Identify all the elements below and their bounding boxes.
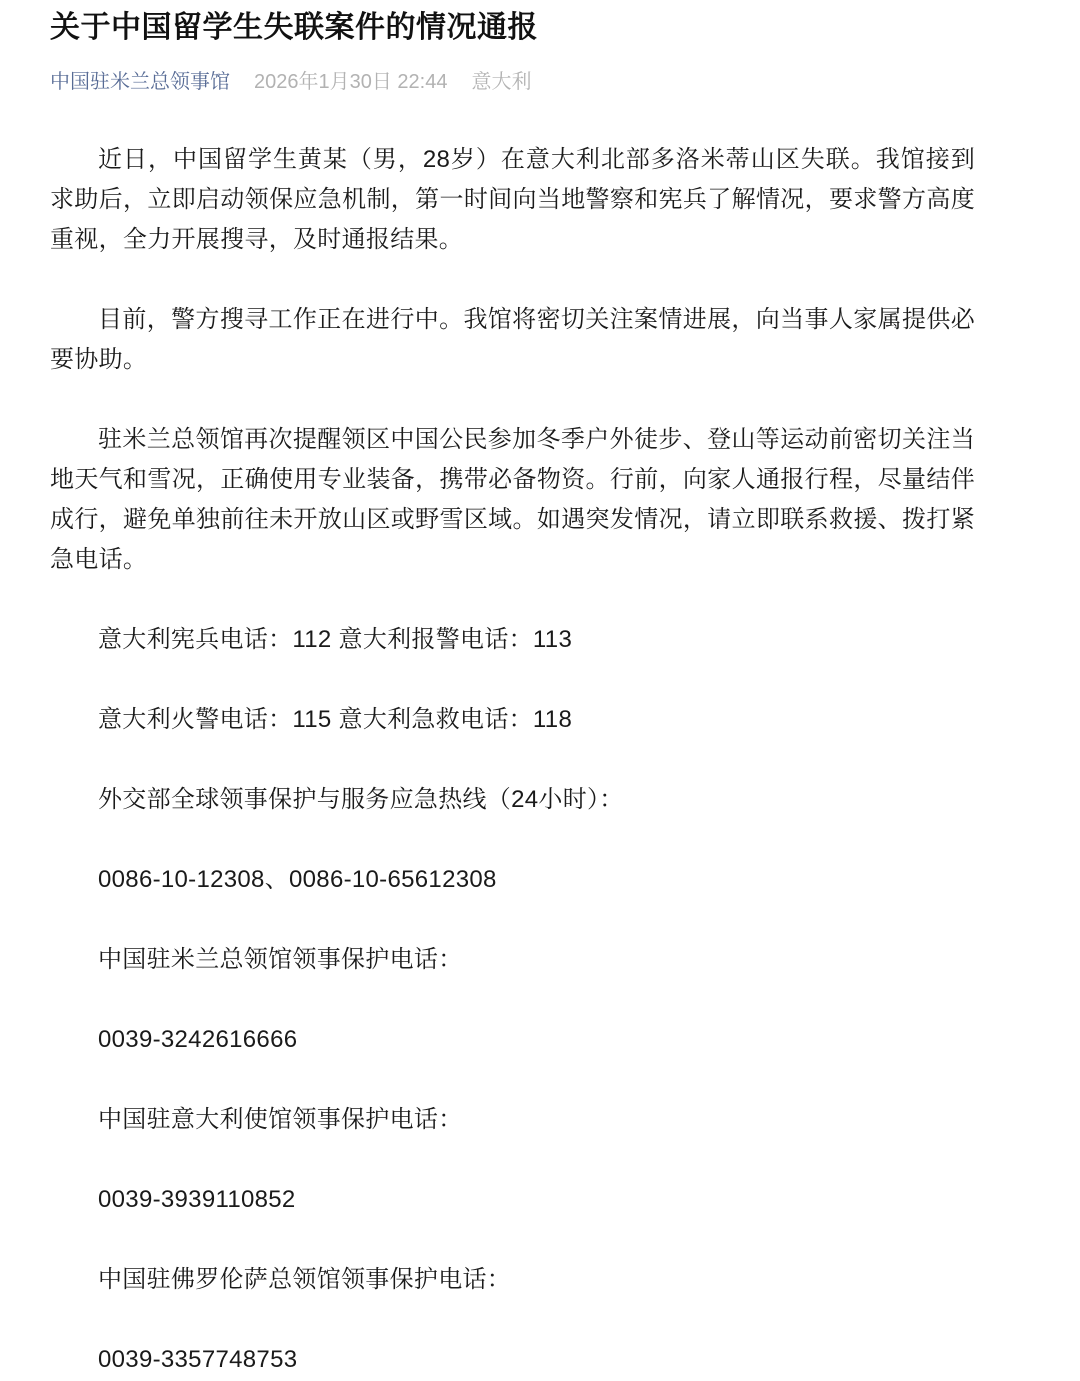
hotline-label-florence: 中国驻佛罗伦萨总领馆领事保护电话： (98, 1266, 512, 1293)
paragraph-intro: 近日，中国留学生黄某（男，28岁）在意大利北部多洛米蒂山区失联。我馆接到求助后，立即启动领保应急机制，第一时间向当地警察和宪兵了解情况，要求警方高度重视，全力开展搜寻，及时通报结果。 (50, 146, 975, 253)
source-account-link[interactable]: 中国驻米兰总领事馆 (50, 71, 230, 93)
hotline-number-milan: 0039-3242616666 (98, 1026, 298, 1053)
phone-line-carabinieri-police: 意大利宪兵电话：112 意大利报警电话：113 (98, 626, 573, 653)
article-title: 关于中国留学生失联案件的情况通报 (50, 11, 538, 44)
paragraph-reminder: 驻米兰总领馆再次提醒领区中国公民参加冬季户外徒步、登山等运动前密切关注当地天气和雪况，正确使用专业装备，携带必备物资。行前，向家人通报行程，尽量结伴成行，避免单独前往未开放山区或野雪区域。如遇突发情况，请立即联系救援、拨打紧急电话。 (50, 426, 975, 573)
publish-datetime: 2026年1月30日 22:44 (254, 71, 448, 93)
article-body (50, 140, 975, 1380)
hotline-number-florence: 0039-3357748753 (98, 1346, 298, 1373)
phone-line-fire-ambulance: 意大利火警电话：115 意大利急救电话：118 (98, 706, 573, 733)
hotline-label-milan: 中国驻米兰总领馆领事保护电话： (98, 946, 463, 973)
publish-location: 意大利 (471, 71, 532, 93)
hotline-label-mfa: 外交部全球领事保护与服务应急热线（24小时）： (98, 786, 624, 813)
hotline-number-embassy: 0039-3939110852 (98, 1186, 296, 1213)
hotline-numbers-mfa: 0086-10-12308、0086-10-65612308 (98, 866, 497, 893)
article-byline (50, 68, 975, 96)
hotline-label-embassy: 中国驻意大利使馆领事保护电话： (98, 1106, 463, 1133)
paragraph-status: 目前，警方搜寻工作正在进行中。我馆将密切关注案情进展，向当事人家属提供必要协助。 (50, 306, 975, 373)
